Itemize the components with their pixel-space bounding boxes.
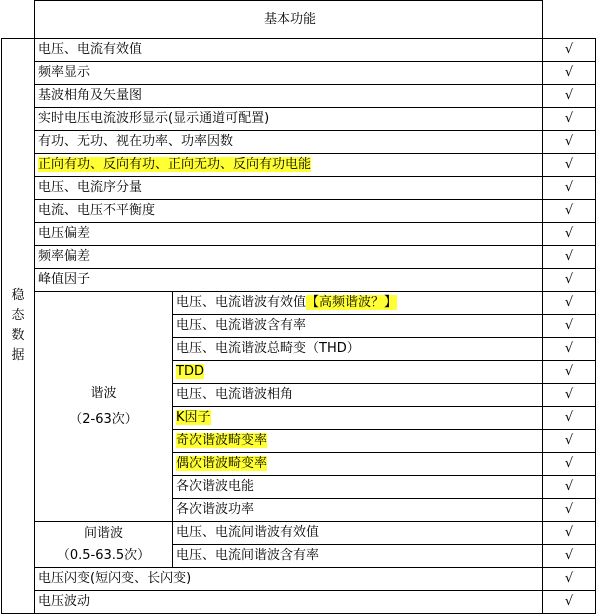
check-mark: √	[543, 407, 596, 430]
table-row	[2, 246, 596, 269]
table-row	[2, 200, 596, 223]
table-row	[2, 39, 596, 62]
highlighted-text: 奇次谐波畸变率	[176, 433, 268, 448]
table-row	[2, 269, 596, 292]
check-mark: √	[543, 131, 596, 154]
row-label: 各次谐波电能	[173, 476, 543, 499]
check-mark: √	[543, 223, 596, 246]
row-label: 有功、无功、视在功率、功率因数	[35, 131, 543, 154]
interharmonics-group-label: 间谐波	[83, 525, 123, 541]
check-mark: √	[543, 430, 596, 453]
header-right-spacer	[543, 1, 596, 39]
check-mark: √	[543, 384, 596, 407]
table-row	[2, 292, 596, 315]
check-mark: √	[543, 177, 596, 200]
harmonics-group-label: 谐波	[90, 385, 117, 401]
check-mark: √	[543, 108, 596, 131]
highlighted-text: 【高频谐波？】	[306, 295, 398, 310]
check-mark: √	[543, 453, 596, 476]
check-mark: √	[543, 476, 596, 499]
table-row	[2, 154, 596, 177]
row-label	[173, 361, 543, 384]
check-mark: √	[543, 39, 596, 62]
table-row	[2, 568, 596, 591]
table-row	[2, 85, 596, 108]
row-label: 频率显示	[35, 62, 543, 85]
table-row	[2, 131, 596, 154]
check-mark: √	[543, 338, 596, 361]
check-mark: √	[543, 361, 596, 384]
row-label: 峰值因子	[35, 269, 543, 292]
check-mark: √	[543, 269, 596, 292]
check-mark: √	[543, 154, 596, 177]
harmonics-group	[35, 292, 173, 522]
row-label: 电流、电压不平衡度	[35, 200, 543, 223]
highlighted-text: 偶次谐波畸变率	[176, 456, 268, 471]
check-mark: √	[543, 315, 596, 338]
row-label	[173, 407, 543, 430]
row-label: 电压、电流序分量	[35, 177, 543, 200]
row-label	[173, 430, 543, 453]
row-label: 频率偏差	[35, 246, 543, 269]
row-label: 各次谐波功率	[173, 499, 543, 522]
check-mark: √	[543, 522, 596, 545]
category-text: 稳 态 数 据	[11, 288, 25, 363]
table-row	[2, 591, 596, 614]
row-label	[35, 154, 543, 177]
row-label: 基波相角及矢量图	[35, 85, 543, 108]
check-mark: √	[543, 292, 596, 315]
function-table	[1, 0, 596, 614]
row-label: 电压、电流间谐波有效值	[173, 522, 543, 545]
row-label: 电压闪变(短闪变、长闪变)	[35, 568, 543, 591]
header-title: 基本功能	[35, 1, 543, 39]
row-label: 电压、电流间谐波含有率	[173, 545, 543, 568]
table-row	[2, 177, 596, 200]
row-label: 实时电压电流波形显示(显示通道可配置)	[35, 108, 543, 131]
table-row	[2, 223, 596, 246]
highlighted-text: TDD	[176, 364, 204, 379]
row-label: 电压、电流谐波总畸变（THD）	[173, 338, 543, 361]
check-mark: √	[543, 85, 596, 108]
interharmonics-range-label: （0.5-63.5次）	[56, 547, 151, 563]
interharmonics-group	[35, 522, 173, 568]
check-mark: √	[543, 200, 596, 223]
table-row	[2, 62, 596, 85]
table-row	[2, 108, 596, 131]
check-mark: √	[543, 591, 596, 614]
header-left-spacer	[2, 1, 35, 39]
row-label: 电压、电流有效值	[35, 39, 543, 62]
check-mark: √	[543, 246, 596, 269]
row-label	[173, 453, 543, 476]
category-label	[2, 39, 35, 614]
row-label: 电压、电流谐波有效值【高频谐波？】	[173, 292, 543, 315]
row-label: 电压波动	[35, 591, 543, 614]
row-label: 电压、电流谐波相角	[173, 384, 543, 407]
check-mark: √	[543, 62, 596, 85]
check-mark: √	[543, 545, 596, 568]
harmonics-range-label: （2-63次）	[69, 411, 138, 427]
check-mark: √	[543, 499, 596, 522]
table-row	[2, 522, 596, 545]
row-label: 电压、电流谐波含有率	[173, 315, 543, 338]
row-label: 电压偏差	[35, 223, 543, 246]
highlighted-text: 正向有功、反向有功、正向无功、反向有功电能	[38, 157, 312, 172]
check-mark: √	[543, 568, 596, 591]
header-row	[2, 1, 596, 39]
highlighted-text: K因子	[176, 410, 211, 425]
